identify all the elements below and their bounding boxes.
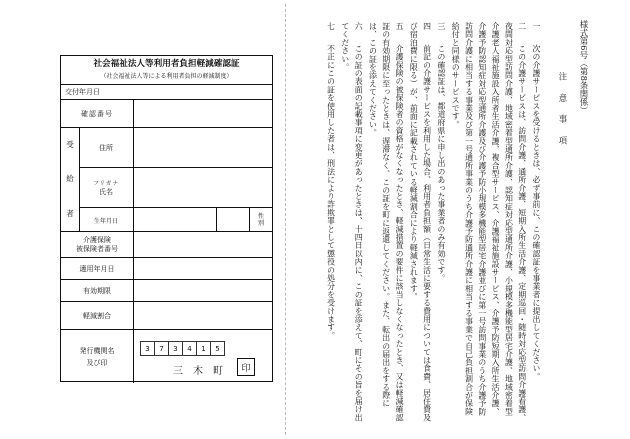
- note-text: 不正にこの証を使用した者は、刑法により詐欺罪として懲役の処分を受けます。: [326, 44, 336, 340]
- note-item: [530, 22, 543, 422]
- sex-char: 性: [257, 213, 264, 220]
- furigana-label: フリガナ: [93, 180, 119, 187]
- birth-date-label: [79, 208, 134, 232]
- seal-box: 印: [237, 358, 255, 376]
- valid-until-label: 有効期限: [61, 280, 134, 301]
- recipient-side-label: [61, 128, 80, 231]
- note-number: 五: [395, 22, 405, 31]
- insured-number-row: [61, 232, 272, 258]
- note-number: 一: [532, 22, 541, 31]
- registration-number-label: 確認番号: [61, 100, 134, 127]
- note-item: [339, 22, 366, 422]
- note-number: 三: [436, 22, 446, 31]
- name-label: 氏名: [99, 187, 113, 196]
- note-item: [366, 22, 406, 422]
- start-date-label: 適用年月日: [61, 258, 134, 279]
- note-item: [449, 22, 529, 422]
- note-number: 四: [422, 22, 432, 31]
- birth-date-text: 生年月日: [93, 217, 118, 225]
- recipient-char: 給: [66, 174, 74, 184]
- note-text: この証の表面の記載事項に変更があったときは、十四日以内に、この証を添えて、町にその旨を届け出てください。: [340, 22, 364, 422]
- card-title-block: [61, 56, 272, 85]
- issuer-town-name: 三木町: [173, 366, 233, 377]
- notes-heading: 注意事項: [558, 72, 568, 158]
- insured-label-line2: 被保険者番号: [76, 244, 118, 253]
- note-number: 六: [354, 22, 364, 31]
- issuer-code-digit: 7: [154, 341, 169, 356]
- issuer-code-digit: 5: [210, 341, 225, 356]
- valid-until-row: [61, 280, 272, 302]
- issuer-code-digit: 3: [140, 341, 155, 356]
- birth-row: [79, 208, 272, 232]
- issue-date-row: [61, 84, 272, 100]
- note-item: [324, 22, 337, 422]
- form-number: 様式第6号（第8条関係）: [579, 20, 589, 115]
- registration-number-row: [61, 100, 272, 128]
- address-row: [79, 128, 272, 168]
- note-text: 次の介護サービスを受けるときは、必ず事前に、この確認証を事業者に提出してください。: [532, 44, 541, 381]
- issuer-code: [141, 341, 225, 356]
- reduction-rate-row: [61, 302, 272, 330]
- issuer-label: [61, 330, 134, 383]
- note-item: [407, 22, 434, 422]
- reduction-rate-label: 軽減割合: [61, 302, 134, 329]
- note-text: 前記の介護サービスを利用した場合、利用者負担額（日常生活に要する費用については食費、居住費及び宿泊費に限る）が、前面に記載されている軽減割合により軽減されます。: [409, 22, 432, 422]
- issue-date-label: 交付年月日: [65, 88, 100, 96]
- sex-label: [250, 208, 272, 232]
- issuer-row: [61, 330, 272, 383]
- address-label: 住所: [79, 128, 134, 167]
- name-row: [79, 168, 272, 208]
- sex-divider: [216, 208, 217, 232]
- sex-char: 別: [257, 220, 264, 227]
- recipient-char: 者: [66, 208, 74, 218]
- issuer-label-line1: 発行機関名: [79, 346, 115, 355]
- note-item: [435, 22, 448, 422]
- issuer-code-digit: 3: [168, 341, 183, 356]
- recipient-block: [61, 128, 272, 232]
- confirmation-card: [60, 55, 273, 382]
- card-subtitle: （社会福祉法人等による利用者負担の軽減制度）: [100, 73, 233, 80]
- sex-cell: [249, 208, 272, 232]
- insured-label-line1: 介護保険: [83, 235, 111, 244]
- note-text: この介護サービスは、訪問介護、通所介護、短期入所生活介護、定期巡回・随時対応型訪問介護看護、夜間対応型訪問介護、地域密着型通所介護、認知症対応型通所介護、小規模多機能型居宅介護、地域密着型介護老人福祉施設入所者生活介護、複合型サービス、介護福祉施設サービス、介護予防短期入所生活介護、介護予防認知症対応型通所介護及び介護予防小規模多機能型居宅介護並びに第一号訪問事業のうち介護予防訪問介護に相当する事業及び第一号通所事業のうち介護予防通所介護に相当する事業で自己負担割合が保険給付と同様のサービスです。: [451, 22, 527, 422]
- note-number: 二: [517, 22, 527, 31]
- name-label-cell: [79, 168, 134, 207]
- start-date-row: [61, 258, 272, 280]
- card-title: 社会福祉法人等利用者負担軽減確認証: [93, 59, 240, 69]
- note-number: 七: [326, 22, 336, 31]
- note-text: この確認証は、都道府県に申し出のあった事業者のみ有効です。: [436, 44, 446, 283]
- insured-number-label: [61, 232, 134, 257]
- issuer-label-line2: 及び印: [86, 358, 108, 367]
- issuer-code-digit: 4: [182, 341, 197, 356]
- note-text: 介護保険の被保険者の資格がなくなったとき、軽減措置の要件に該当しなくなったとき、又は軽減確認証の有効期限に至ったときは、遅滞なく、この証を町に返還してください。また、転出の届出をする際には、この証を添えてください。: [368, 22, 405, 422]
- notes-list: [285, 22, 543, 422]
- issuer-code-digit: 1: [196, 341, 211, 356]
- recipient-char: 受: [66, 140, 74, 150]
